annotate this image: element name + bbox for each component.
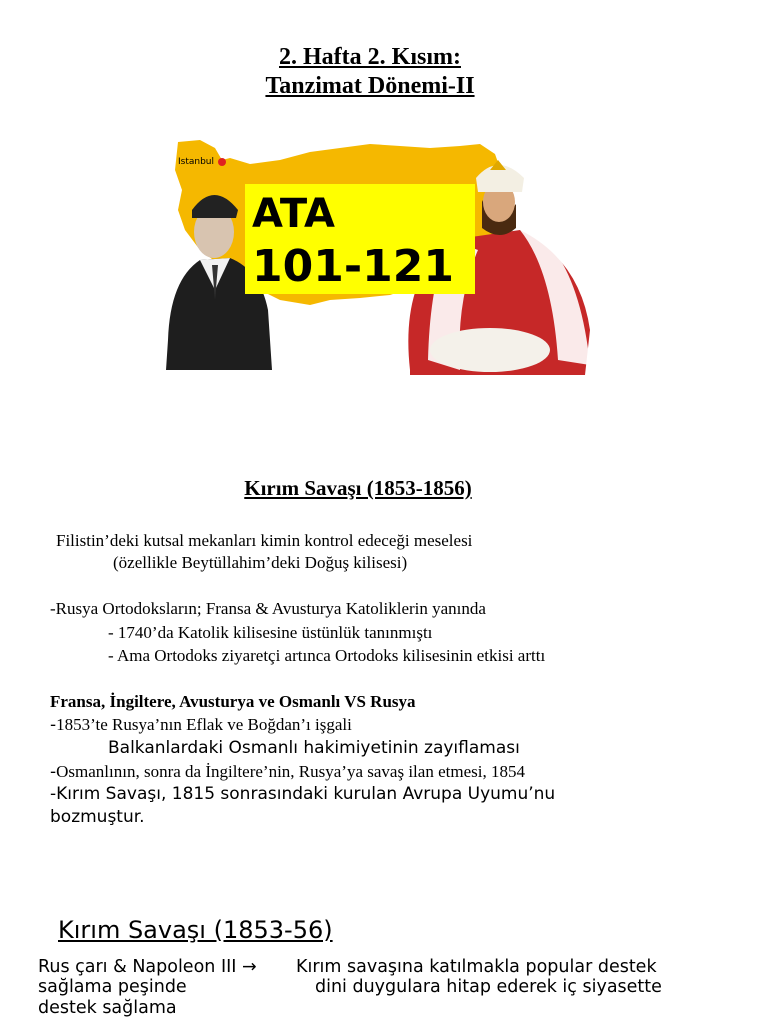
title-line-2: Tanzimat Dönemi-II bbox=[265, 73, 475, 99]
list-item: bozmuştur. bbox=[50, 807, 145, 827]
map-label: Istanbul bbox=[178, 157, 215, 167]
dash: - bbox=[50, 715, 57, 735]
column-2-line: Kırım savaşına katılmakla popular destek bbox=[296, 957, 657, 977]
list-item: Balkanlardaki Osmanlı hakimiyetinin zayıflaması bbox=[108, 738, 520, 758]
list-item bbox=[50, 761, 525, 783]
section-heading-crimean-war-short: Kırım Savaşı (1853-56) bbox=[58, 916, 333, 944]
list-item-text: Osmanlının, sonra da İngiltere’nin, Rusya’ya savaş ilan etmesi, 1854 bbox=[56, 762, 525, 781]
column-1-line: sağlama peşinde bbox=[38, 977, 187, 997]
title-line-1: 2. Hafta 2. Kısım: bbox=[279, 44, 461, 70]
alliance-line: Fransa, İngiltere, Avusturya ve Osmanlı VS Rusya bbox=[50, 692, 416, 711]
column-2-line: dini duygulara hitap ederek iç siyasette bbox=[315, 977, 662, 997]
istanbul-marker bbox=[218, 158, 226, 166]
column-1-line: destek sağlama bbox=[38, 998, 177, 1018]
ata-label: ATA bbox=[252, 191, 335, 237]
section-heading-crimean-war: Kırım Savaşı (1853-1856) bbox=[244, 476, 472, 500]
paragraph-line: -Rusya Ortodoksların; Fransa & Avusturya Katoliklerin yanında bbox=[50, 599, 486, 618]
paragraph-line: - Ama Ortodoks ziyaretçi artınca Ortodoks kilisesinin etkisi arttı bbox=[108, 646, 546, 665]
dash: - bbox=[50, 762, 57, 782]
column-1-line: Rus çarı & Napoleon III → bbox=[38, 957, 257, 977]
paragraph-line: - 1740’da Katolik kilisesine üstünlük tanınmıştı bbox=[108, 623, 433, 642]
paragraph-line: Filistin’deki kutsal mekanları kimin kontrol edeceği meselesi bbox=[56, 531, 473, 550]
list-item-text: 1853’te Rusya’nın Eflak ve Boğdan’ı işgali bbox=[56, 715, 352, 734]
ata-page-range: 101-121 bbox=[252, 241, 454, 292]
list-item bbox=[50, 714, 352, 736]
list-item: -Kırım Savaşı, 1815 sonrasındaki kurulan Avrupa Uyumu’nu bbox=[50, 784, 556, 804]
paragraph-line: (özellikle Beytüllahim’deki Doğuş kilisesi) bbox=[113, 553, 408, 572]
